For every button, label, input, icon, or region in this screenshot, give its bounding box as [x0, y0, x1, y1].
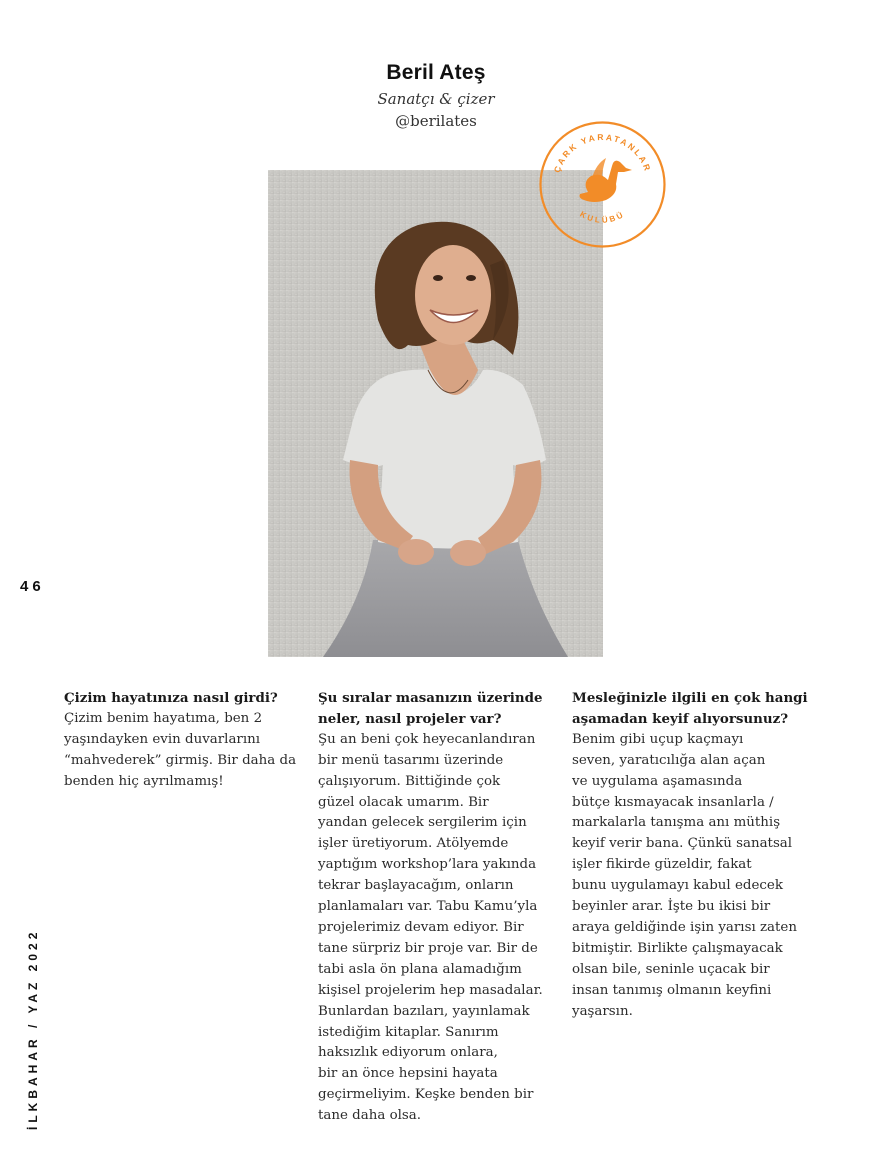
answer-line: tabi asla ön plana alamadığım — [318, 961, 522, 977]
answer-line: tekrar başlayacağım, onların — [318, 878, 514, 894]
person-role: Sanatçı & çizer — [377, 90, 495, 108]
question-line: Mesleğinizle ilgili en çok hangi — [572, 690, 808, 706]
qa-column-1 — [64, 688, 304, 793]
question-line: neler, nasıl projeler var? — [318, 710, 502, 727]
question-line: Çizim hayatınıza nasıl girdi? — [64, 690, 278, 706]
answer-line: seven, yaratıcılığa alan açan — [572, 752, 766, 768]
answer-line: işler fikirde güzeldir, fakat — [572, 857, 752, 873]
answer-line: Şu an beni çok heyecanlandıran — [318, 731, 536, 747]
answer-line: projelerimiz devam ediyor. Bir — [318, 919, 524, 935]
person-name: Beril Ateş — [386, 61, 486, 84]
answer-line: beyinler arar. İşte bu ikisi bir — [572, 899, 771, 915]
svg-text:ÇARK YARATANLAR: ÇARK YARATANLAR — [551, 131, 654, 174]
svg-text:KULÜBÜ: KULÜBÜ — [578, 209, 627, 225]
answer-line: planlamaları var. Tabu Kamu’yla — [318, 899, 538, 915]
question-line: Şu sıralar masanızın üzerinde — [318, 690, 543, 706]
answer-line: geçirmeliyim. Keşke benden bir — [318, 1087, 534, 1103]
answer-line: işler üretiyorum. Atölyemde — [318, 836, 509, 852]
page-number: 46 — [20, 578, 45, 595]
answer-line: tane sürpriz bir proje var. Bir de — [318, 940, 538, 956]
goose-icon — [580, 158, 633, 202]
answer-line: ve uygulama aşamasında — [572, 773, 743, 789]
answer-line: yandan gelecek sergilerim için — [318, 815, 527, 831]
answer-line: benden hiç ayrılmamış! — [64, 773, 224, 789]
answer-line: bitmiştir. Birlikte çalışmayacak — [572, 940, 783, 956]
answer-line: Çizim benim hayatıma, ben 2 — [64, 710, 263, 726]
answer-line: keyif verir bana. Çünkü sanatsal — [572, 836, 793, 852]
answer-line: kişisel projelerim hep masadalar. — [318, 982, 543, 998]
answer-line: bir an önce hepsini hayata — [318, 1066, 498, 1082]
answer-line: yaşarsın. — [572, 1003, 633, 1019]
qa-column-2 — [318, 688, 558, 1127]
answer-line: çalışıyorum. Bittiğinde çok — [318, 773, 501, 789]
answer-line: Bunlardan bazıları, yayınlamak — [318, 1003, 530, 1019]
club-stamp-logo — [536, 118, 669, 251]
social-handle: @berilates — [395, 112, 477, 130]
answer-line: bir menü tasarımı üzerinde — [318, 752, 504, 768]
issue-label: İLKBAHAR / YAZ 2022 — [26, 928, 40, 1130]
question-line: aşamadan keyif alıyorsunuz? — [572, 710, 789, 727]
answer-line: Benim gibi uçup kaçmayı — [572, 731, 744, 747]
answer-line: olsan bile, seninle uçacak bir — [572, 961, 770, 977]
answer-line: insan tanımış olmanın keyfini — [572, 982, 772, 998]
answer-line: yaptığım workshop’lara yakında — [318, 857, 537, 873]
answer-line: yaşındayken evin duvarlarını — [64, 731, 261, 747]
answer-line: güzel olacak umarım. Bir — [318, 794, 489, 810]
qa-column-3 — [572, 688, 817, 1023]
answer-line: “mahvederek” girmiş. Bir daha da — [64, 752, 297, 768]
answer-line: bütçe kısmayacak insanlarla / — [572, 794, 774, 810]
answer-line: istediğim kitaplar. Sanırım — [318, 1024, 499, 1040]
answer-line: bunu uygulamayı kabul edecek — [572, 878, 783, 894]
answer-line: haksızlık ediyorum onlara, — [318, 1045, 498, 1061]
article-header — [0, 58, 872, 132]
answer-line: markalarla tanışma anı müthiş — [572, 815, 781, 831]
answer-line: tane daha olsa. — [318, 1108, 422, 1124]
answer-line: araya geldiğinde işin yarısı zaten — [572, 919, 797, 935]
